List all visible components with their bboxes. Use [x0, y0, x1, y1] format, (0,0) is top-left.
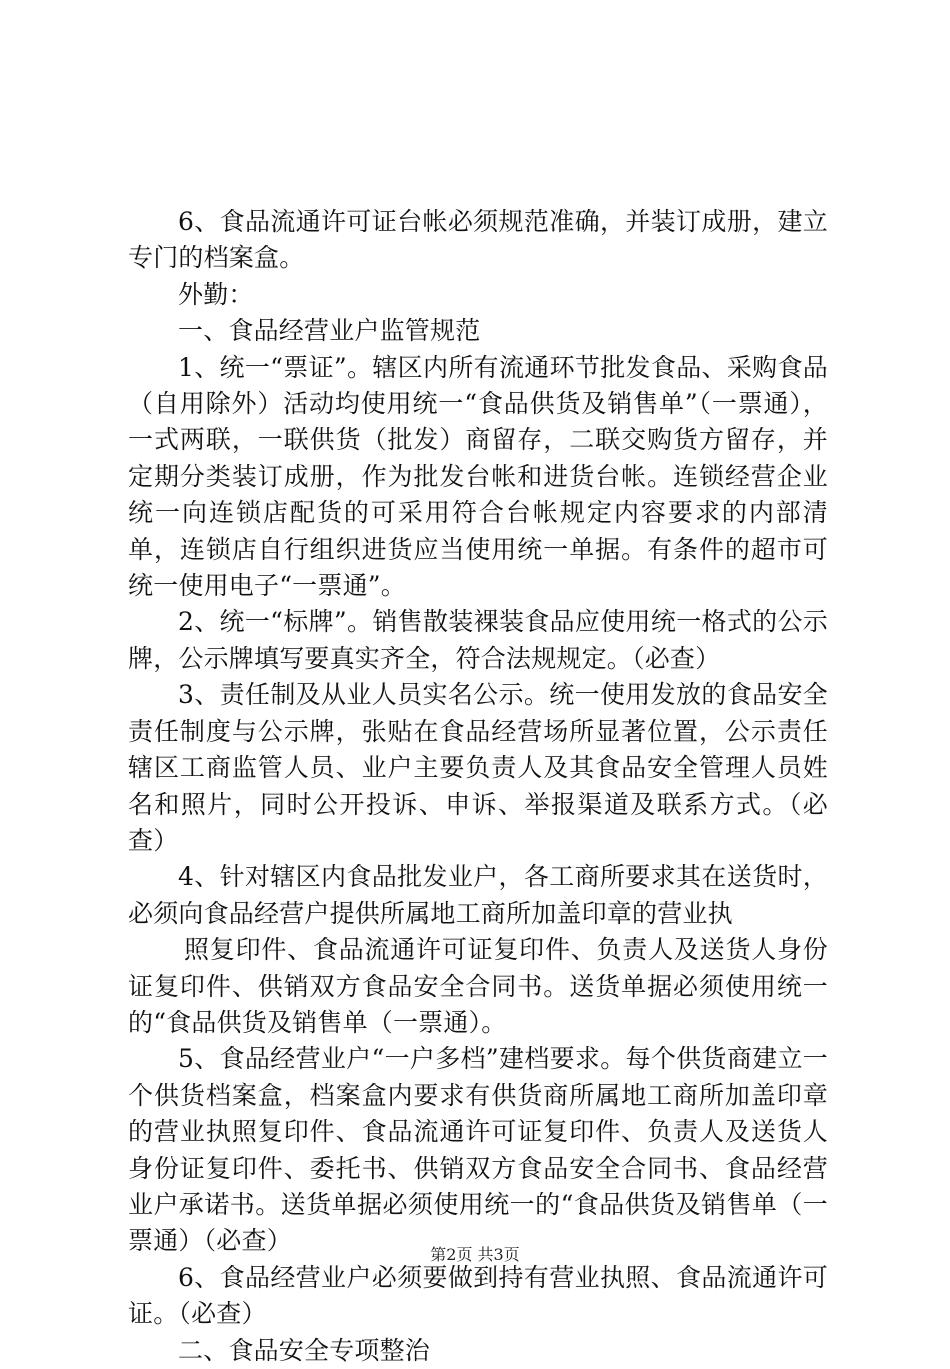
- paragraph-supplier-archive: 5、食品经营业户“一户多档”建档要求。每个供货商建立一个供货档案盒，档案盒内要求有供货商所属地工商所加盖印章的营业执照复印件、食品流通许可证复印件、负责人及送货人身份证复印件、委托书、供销双方食品安全合同书、食品经营业户承诺书。送货单据必须使用统一的“食品供货及销售单（一票通）（必查）: [128, 1044, 828, 1256]
- paragraph-license-requirement: 6、食品经营业户必须要做到持有营业执照、食品流通许可证。（必查）: [128, 1262, 828, 1329]
- paragraph-unified-signboard: 2、统一“标牌”。销售散装裸装食品应使用统一格式的公示牌，公示牌填写要真实齐全，符合法规规定。（必查）: [128, 607, 828, 673]
- paragraph-archive-ledger: 6、食品流通许可证台帐必须规范准确，并装订成册，建立专门的档案盒。: [128, 207, 828, 273]
- paragraph-wholesale-delivery: 4、针对辖区内食品批发业户，各工商所要求其在送货时，必须向食品经营户提供所属地工商所加盖印章的营业执: [128, 862, 828, 928]
- paragraph-responsibility-disclosure: 3、责任制及从业人员实名公示。统一使用发放的食品安全责任制度与公示牌，张贴在食品经营场所显著位置，公示责任辖区工商监管人员、业户主要负责人及其食品安全管理人员姓名和照片，同时公开投诉、申诉、举报渠道及联系方式。（必查）: [128, 680, 828, 855]
- paragraph-delivery-documents: 照复印件、食品流通许可证复印件、负责人及送货人身份证复印件、供销双方食品安全合同书。送货单据必须使用统一的“食品供货及销售单（一票通）。: [128, 935, 828, 1037]
- paragraph-unified-invoice: 1、统一“票证”。辖区内所有流通环节批发食品、采购食品（自用除外）活动均使用统一“食品供货及销售单”（一票通），一式两联，一联供货（批发）商留存，二联交购货方留存，并定期分类装订成册，作为批发台帐和进货台帐。连锁经营企业统一向连锁店配货的可采用符合台帐规定内容要求的内部清单，连锁店自行组织进货应当使用统一单据。有条件的超市可统一使用电子“一票通”。: [128, 352, 828, 601]
- page-number-footer: 第2页 共3页: [430, 1245, 520, 1264]
- paragraph-field-work-heading: 外勤：: [178, 279, 254, 309]
- document-body: [128, 204, 828, 1369]
- section-heading-supervision: 一、食品经营业户监管规范: [178, 316, 481, 346]
- section-heading-special-rectification: 二、食品安全专项整治: [178, 1335, 431, 1365]
